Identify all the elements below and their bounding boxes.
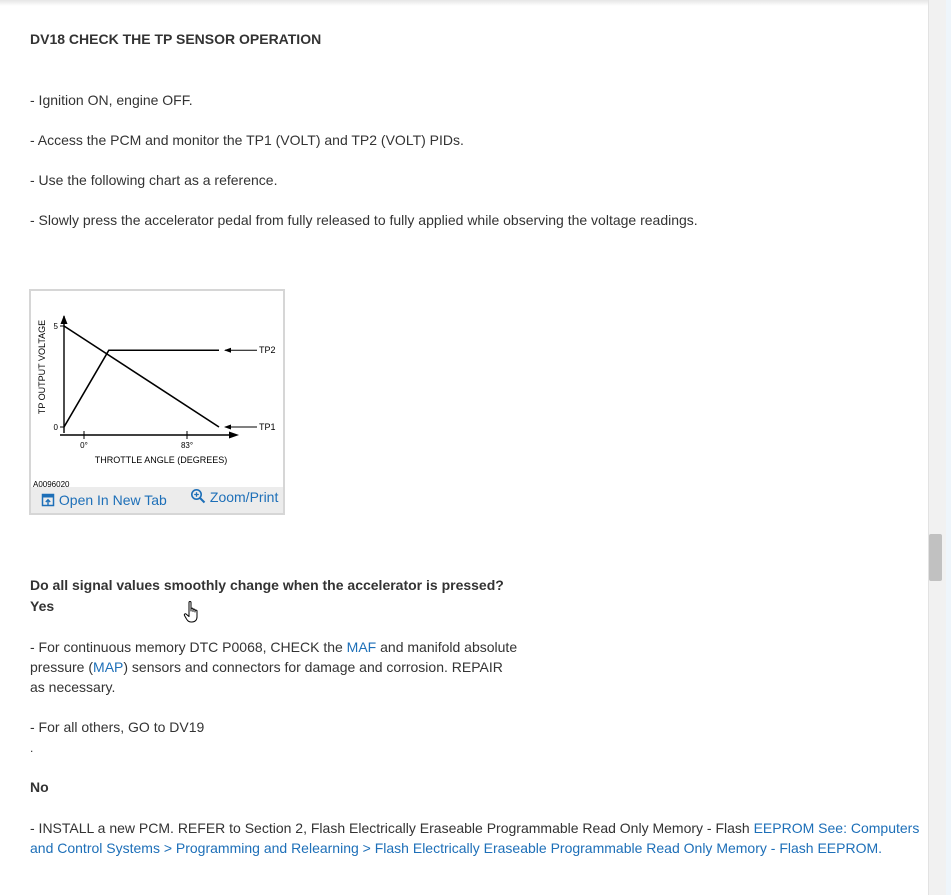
- zoom-print-label: Zoom/Print: [209, 489, 279, 505]
- question-text: Do all signal values smoothly change when the accelerator is pressed?: [30, 577, 504, 593]
- tp-voltage-chart: [31, 291, 283, 487]
- figure-toolbar: [31, 487, 283, 513]
- text-segment: and manifold absolute: [376, 639, 518, 655]
- scrollbar-thumb[interactable]: [929, 534, 942, 581]
- figure-id: A0096020: [33, 480, 70, 487]
- open-in-new-tab-label: Open In New Tab: [58, 492, 167, 508]
- figure-box: [29, 289, 285, 515]
- step-item: - Ignition ON, engine OFF.: [30, 92, 193, 108]
- yes-item-line: [30, 637, 517, 657]
- magnifier-zoom-icon: [190, 488, 206, 504]
- series-line-tp1: [64, 326, 219, 427]
- x-tick-label: 83°: [180, 441, 194, 450]
- hand-pointer-icon: [183, 600, 203, 624]
- step-item: - Use the following chart as a reference.: [30, 172, 278, 188]
- yes-item-2: - For all others, GO to DV19: [30, 719, 205, 735]
- y-tick-label: 0: [53, 423, 58, 432]
- section-title: DV18 CHECK THE TP SENSOR OPERATION: [30, 31, 322, 47]
- y-axis-arrow: [61, 315, 68, 324]
- map-link[interactable]: MAP: [93, 659, 124, 675]
- series-label-tp1: TP1: [259, 422, 276, 432]
- y-tick-label: 5: [53, 322, 58, 331]
- text-segment: pressure (: [30, 659, 94, 675]
- text-segment: - INSTALL a new PCM. REFER to Section 2, Flash Electrically Eraseable Programmable Read Only Memory - Flash: [30, 820, 754, 836]
- header-shadow: [0, 0, 930, 6]
- series-label-tp2: TP2: [259, 345, 276, 356]
- step-item: - Access the PCM and monitor the TP1 (VOLT) and TP2 (VOLT) PIDs.: [30, 132, 464, 148]
- series-line-tp2: [64, 350, 219, 427]
- no-label: No: [30, 779, 49, 795]
- page-edge: [946, 0, 951, 895]
- x-axis-label: THROTTLE ANGLE (DEGREES): [94, 455, 228, 465]
- eeprom-link[interactable]: EEPROM See: Computers: [753, 820, 920, 836]
- step-item: - Slowly press the accelerator pedal from fully released to fully applied while observing the voltage readings.: [30, 212, 698, 228]
- x-axis-arrow: [229, 432, 239, 439]
- yes-item-line: [30, 657, 503, 677]
- x-tick-label: 0°: [80, 441, 88, 450]
- maf-link[interactable]: MAF: [346, 639, 377, 655]
- open-in-new-tab-button[interactable]: [41, 490, 167, 510]
- stray-dot: .: [30, 741, 34, 755]
- y-axis-label: TP OUTPUT VOLTAGE: [37, 319, 47, 415]
- text-segment: - For continuous memory DTC P0068, CHECK the: [30, 639, 347, 655]
- callout-arrow: [224, 348, 231, 353]
- yes-label: Yes: [30, 598, 55, 614]
- text-segment: ) sensors and connectors for damage and corrosion. REPAIR: [123, 659, 503, 675]
- eeprom-link-continued[interactable]: and Control Systems > Programming and Relearning > Flash Electrically Eraseable Programmable Read Only Memory - Flash EEPROM.: [30, 840, 883, 856]
- zoom-print-button[interactable]: [190, 487, 278, 507]
- open-in-new-tab-icon: [41, 493, 55, 507]
- no-item-line: [30, 818, 919, 838]
- callout-arrow: [224, 425, 231, 430]
- yes-item-line: as necessary.: [30, 679, 116, 695]
